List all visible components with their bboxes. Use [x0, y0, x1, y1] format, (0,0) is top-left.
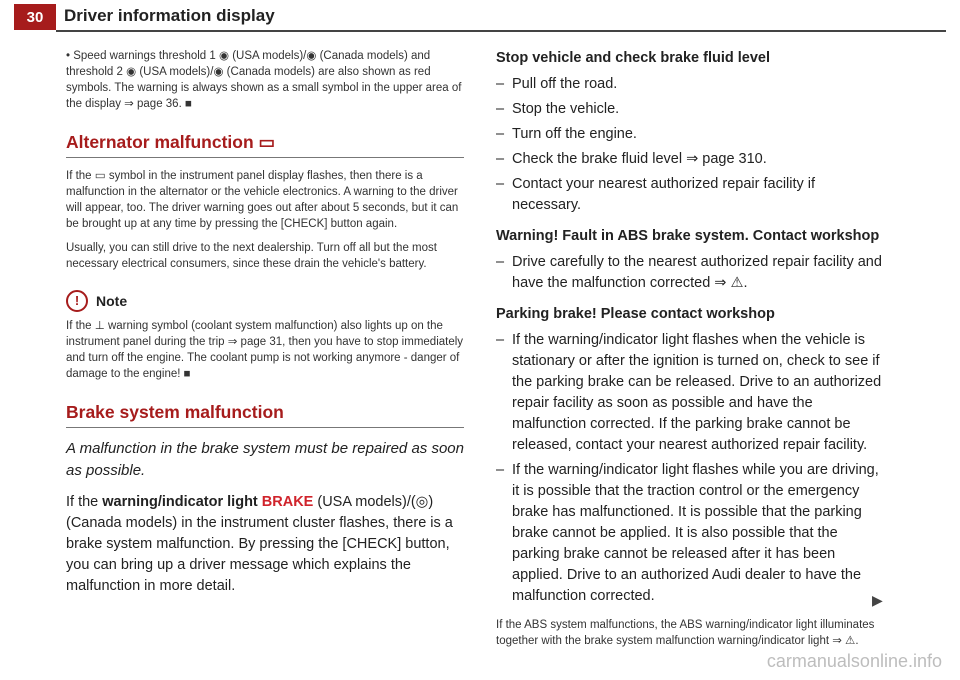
note-paragraph: If the ⊥ warning symbol (coolant system malfunction) also lights up on the instrument panel during the trip ⇒ page 31, then you have to stop immediately and turn off the engine. The coolant pump is not working anymore - danger of damage to the engine! ■: [66, 320, 464, 380]
parking-brake-heading: Parking brake! Please contact workshop: [496, 306, 775, 322]
abs-footnote: If the ABS system malfunctions, the ABS warning/indicator light illuminates together with the brake system malfunction warning/indicator light ⇒ ⚠.: [496, 619, 875, 647]
brake-lead-text: A malfunction in the brake system must be repaired as soon as possible.: [66, 440, 464, 479]
list-item: – If the warning/indicator light flashes while you are driving, it is possible that the traction control or the emergency brake has malfunctioned. It is possible that the parking brake cannot be applied. It is also possible that the parking brake cannot be released after it has been applied. Drive to an authorized Audi dealer to have the malfunction corrected.: [496, 460, 886, 607]
right-column: [496, 48, 886, 657]
left-column: [66, 48, 464, 605]
alternator-paragraph-1: If the ▭ symbol in the instrument panel display flashes, then there is a malfunction in the alternator or the vehicle electronics. A warning to the driver will appear, too. The driver warning goes out after about 5 seconds, but it can be brought up at any time by pressing the [CHECK] button again.: [66, 170, 459, 230]
header-divider: [56, 30, 946, 32]
list-item: – If the warning/indicator light flashes when the vehicle is stationary or after the ignition is turned on, check to see if the parking brake can be released. Drive to an authorized repair facility as soon as possible and have the malfunction corrected. If the parking brake cannot be released, contact your nearest authorized repair facility.: [496, 330, 886, 456]
brake-text-pre: If the: [66, 494, 103, 510]
list-item: – Drive carefully to the nearest authorized repair facility and have the malfunction corrected ⇒ ⚠.: [496, 252, 886, 294]
abs-fault-list: [496, 252, 886, 294]
list-item: – Check the brake fluid level ⇒ page 310.: [496, 149, 886, 170]
brake-text-post: (USA models)/(◎) (Canada models) in the instrument cluster flashes, there is a brake system malfunction. By pressing the [CHECK] button, you can bring up a driver message which explains the malfunction in more detail.: [66, 494, 453, 594]
brake-paragraph: [66, 492, 464, 597]
page-header: [0, 0, 960, 34]
list-item: – Contact your nearest authorized repair facility if necessary.: [496, 174, 886, 216]
brake-warning-symbol: BRAKE: [261, 494, 314, 510]
abs-fault-heading: Warning! Fault in ABS brake system. Contact workshop: [496, 228, 880, 244]
alternator-heading: Alternator malfunction ▭: [66, 132, 464, 158]
parking-brake-list: [496, 330, 886, 607]
speed-warning-paragraph: • Speed warnings threshold 1 ◉ (USA models)/◉ (Canada models) and threshold 2 ◉ (USA models)/◉ (Canada models) are also shown as red symbols. The warning is always shown as a small symbol in the upper area of the display ⇒ page 36. ■: [66, 50, 462, 110]
watermark: carmanualsonline.info: [766, 651, 942, 671]
stop-vehicle-list: [496, 74, 886, 216]
note-heading: [66, 290, 464, 312]
brake-text-bold: warning/indicator light: [102, 494, 262, 510]
list-item: – Turn off the engine.: [496, 124, 886, 145]
alternator-paragraph-2: Usually, you can still drive to the next dealership. Turn off all but the most necessary electrical consumers, since these drain the vehicle's battery.: [66, 242, 437, 270]
next-page-arrow-icon: ▶: [872, 592, 883, 608]
note-label: Note: [96, 293, 128, 309]
caution-circle-icon: !: [66, 290, 88, 312]
list-item: – Pull off the road.: [496, 74, 886, 95]
page-title: Driver information display: [64, 6, 275, 25]
page-number: 30: [14, 4, 56, 30]
list-item: – Stop the vehicle.: [496, 99, 886, 120]
stop-vehicle-heading: Stop vehicle and check brake fluid level: [496, 50, 770, 66]
brake-system-heading: Brake system malfunction: [66, 402, 464, 428]
